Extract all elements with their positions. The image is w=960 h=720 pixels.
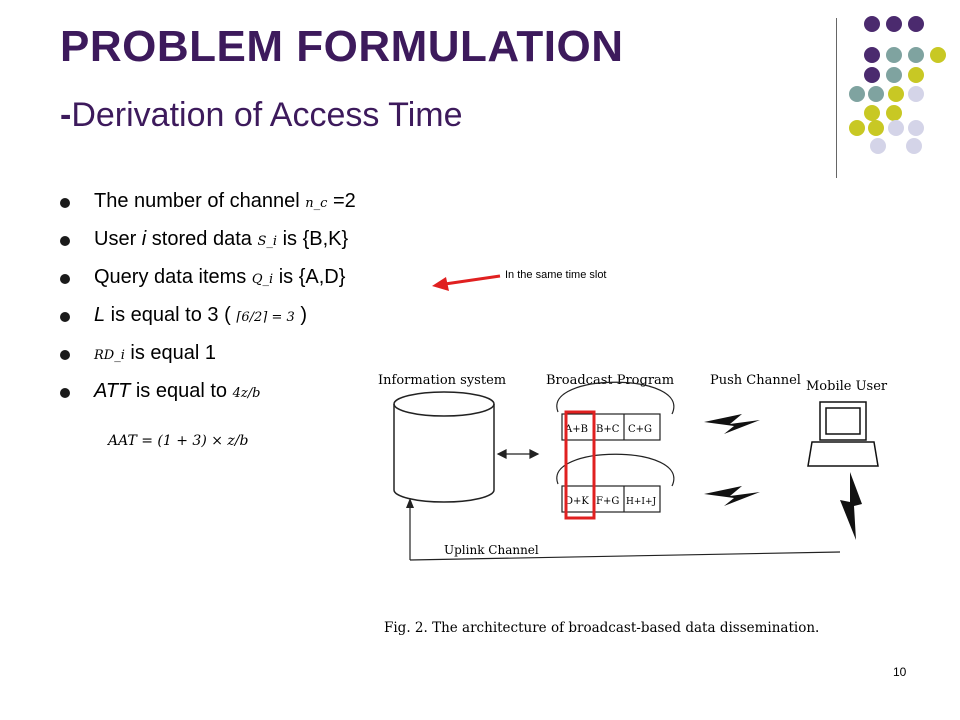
cell-h-i-j: H+I+J (626, 497, 657, 507)
bullet-text: =2 (332, 190, 356, 212)
dot (908, 16, 924, 32)
bullet-text: User (94, 228, 142, 250)
bullet-italic: i (141, 228, 147, 250)
dot (930, 47, 946, 63)
formula-text: AAT = (1 + 3) × z/b (108, 433, 249, 449)
bullet-italic: ATT (94, 380, 131, 402)
dot (906, 138, 922, 154)
bullet-dot (60, 198, 70, 208)
decorative-dot-grid (0, 0, 960, 200)
bullet-text: Query data items (94, 266, 252, 288)
bullet-dot (60, 274, 70, 284)
math-ceiling: ⌈6/2⌉ = 3 (236, 310, 295, 325)
dot (849, 120, 865, 136)
bullet-dot (60, 236, 70, 246)
dot (908, 47, 924, 63)
dot-row-3 (864, 67, 924, 83)
arrow-line (445, 276, 500, 284)
db-bottom (394, 490, 494, 502)
bullet-text: ) (300, 304, 308, 326)
dot (888, 120, 904, 136)
dot (886, 47, 902, 63)
bullet-dot (60, 388, 70, 398)
bullet-text: is {B,K} (277, 228, 349, 250)
figure-caption: Fig. 2. The architecture of broadcast-based data dissemination. (384, 620, 820, 636)
dot (868, 120, 884, 136)
lightning-icon (840, 472, 862, 540)
dot (908, 67, 924, 83)
dot-row-4 (849, 86, 924, 102)
double-arrow-left-head (498, 450, 506, 458)
db-top (394, 392, 494, 416)
label-mobile-user: Mobile User (806, 379, 888, 394)
cell-a-b: A+B (565, 424, 588, 435)
dot (888, 86, 904, 102)
subtitle-text: Derivation of Access Time (71, 96, 463, 134)
dot (870, 138, 886, 154)
dot-row-5 (864, 105, 902, 121)
double-arrow-right-head (530, 450, 538, 458)
dot (886, 67, 902, 83)
label-broadcast-program: Broadcast Program (546, 373, 675, 388)
bullet-dot (60, 312, 70, 322)
math-si: S_i (257, 234, 278, 249)
bullet-text: is equal to 3 ( (105, 304, 237, 326)
bullet-text: is {A,D} (273, 266, 346, 288)
architecture-diagram (372, 362, 892, 642)
cell-d-k: D+K (565, 496, 589, 507)
page-number: 10 (893, 665, 907, 679)
bullet-text: is equal 1 (124, 342, 217, 364)
dot (864, 16, 880, 32)
dot-row-7 (870, 138, 922, 154)
dot-row-1 (864, 16, 924, 32)
dot (868, 86, 884, 102)
label-push-channel: Push Channel (710, 373, 801, 388)
laptop-screen-inner (826, 408, 860, 434)
bullet-text: stored data (146, 228, 258, 250)
bullet-text: is equal to (130, 380, 233, 402)
dot-row-6 (849, 120, 924, 136)
dot (908, 86, 924, 102)
slide-title: PROBLEM FORMULATION (60, 22, 624, 71)
laptop-icon (808, 402, 878, 466)
math-nc: n_c (305, 196, 328, 211)
time-slot-annotation: In the same time slot (505, 269, 607, 281)
row-2-loop (557, 454, 674, 486)
math-rdi: RD_i (94, 348, 125, 363)
cell-b-c: B+C (596, 424, 620, 435)
label-information-system: Information system (378, 373, 507, 388)
bullet-text: The number of channel (94, 190, 306, 212)
lightning-icon (704, 414, 760, 434)
cell-c-g: C+G (628, 424, 653, 435)
bullet-dot (60, 350, 70, 360)
laptop-base (808, 442, 878, 466)
label-uplink-channel: Uplink Channel (444, 543, 539, 557)
aat-formula (108, 428, 248, 451)
dot (908, 120, 924, 136)
dot (849, 86, 865, 102)
math-4z-over-b: 4z/b (232, 386, 261, 401)
dot-row-2 (864, 47, 946, 63)
dot (864, 47, 880, 63)
math-qi: Q_i (251, 272, 274, 287)
dot (886, 105, 902, 121)
bullet-italic: L (94, 304, 106, 326)
dot (864, 67, 880, 83)
dot (864, 105, 880, 121)
lightning-icon (704, 486, 760, 506)
arrow-head (432, 277, 449, 291)
cell-f-g: F+G (596, 496, 620, 507)
database-cylinder (394, 392, 494, 502)
subtitle-dash: - (60, 96, 72, 134)
double-arrow (498, 450, 538, 458)
dot (886, 16, 902, 32)
